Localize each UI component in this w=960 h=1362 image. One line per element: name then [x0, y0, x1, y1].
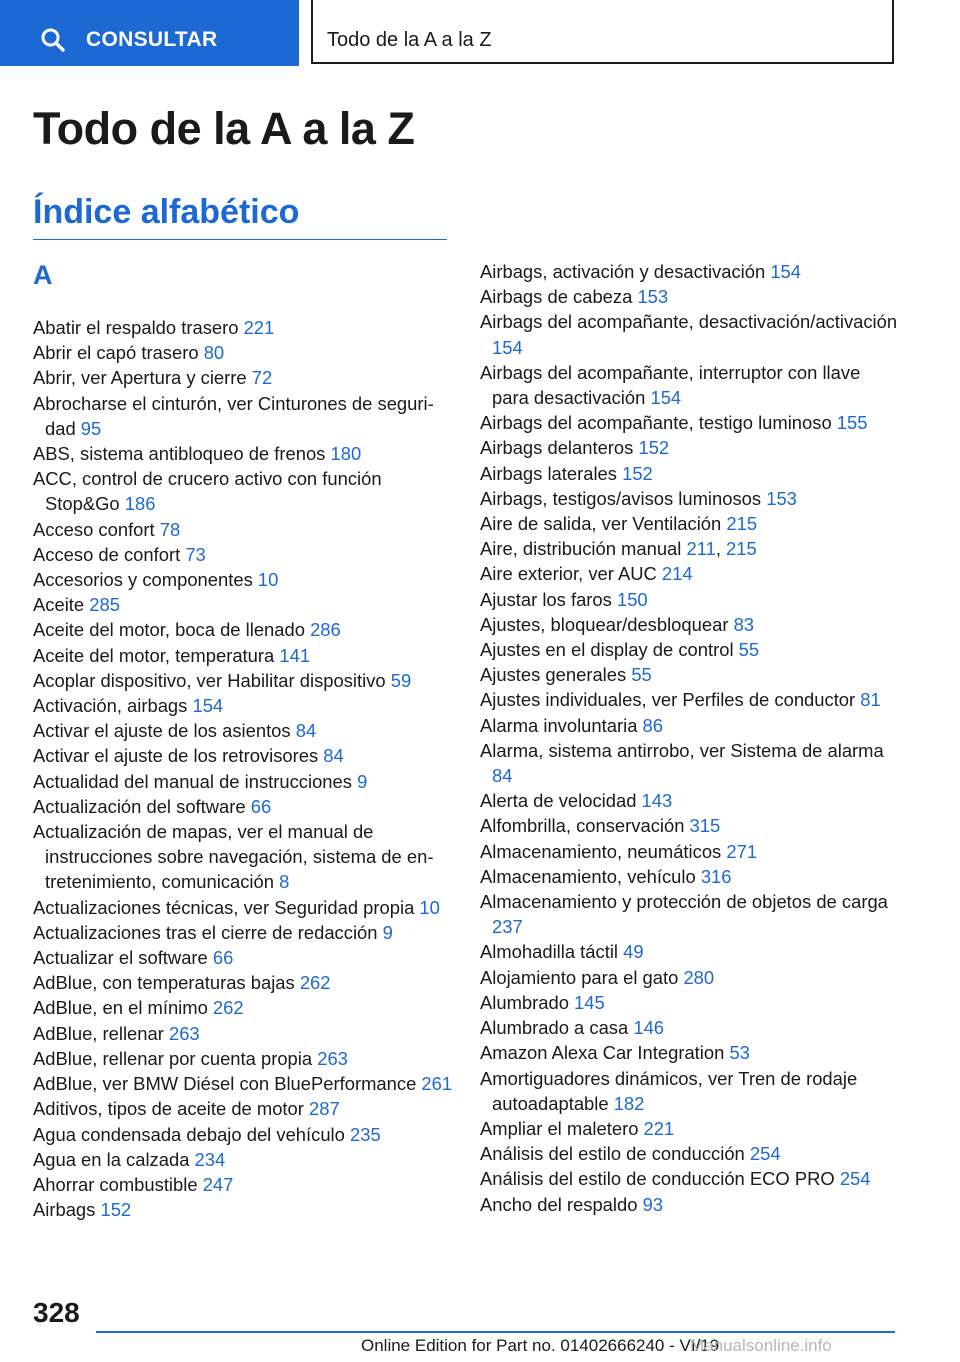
index-entry: [480, 713, 900, 738]
index-entry-text: Agua en la calzada: [33, 1148, 195, 1170]
index-entry: [33, 643, 453, 668]
page-reference-link[interactable]: 66: [250, 795, 272, 817]
page-reference-link[interactable]: 285: [89, 594, 120, 616]
index-entry: [480, 1066, 900, 1116]
index-entry-text: Abrir, ver Apertura y cierre: [33, 367, 252, 389]
search-icon: [40, 27, 66, 53]
page-reference-link[interactable]: 150: [616, 588, 648, 610]
index-entry-text: Alumbrado: [480, 991, 575, 1013]
page-reference-link[interactable]: 263: [317, 1047, 348, 1069]
index-entry: [480, 612, 900, 637]
index-entry: [33, 819, 453, 895]
index-entry-text: AdBlue, con temperaturas bajas: [33, 972, 300, 994]
page-reference-link[interactable]: 214: [661, 563, 693, 585]
index-entry: [33, 617, 453, 642]
page-reference-link[interactable]: 234: [194, 1148, 226, 1170]
page-reference-link[interactable]: 8: [279, 871, 290, 893]
index-entry: [480, 561, 900, 586]
section-divider: [33, 239, 447, 240]
index-entry-text: Análisis del estilo de conducción: [480, 1143, 750, 1165]
page-reference-link[interactable]: 53: [729, 1042, 750, 1064]
index-entry-text: Abatir el respaldo trasero: [33, 317, 244, 338]
page-reference-link[interactable]: 315: [689, 815, 721, 837]
index-entry-text: Abrocharse el cinturón, ver Cinturones de seguridad: [33, 392, 434, 439]
page-reference-link[interactable]: 287: [309, 1098, 340, 1120]
index-entry: [33, 693, 453, 718]
index-entry-text: AdBlue, ver BMW Diésel con BluePerformance: [33, 1073, 422, 1095]
index-entry-text: Ajustes individuales, ver Perfiles de conductor: [480, 689, 861, 711]
index-entry-text: Actualidad del manual de instrucciones: [33, 770, 358, 792]
index-entry: [480, 839, 900, 864]
page-reference-link[interactable]: 221: [643, 1117, 675, 1139]
index-entry-text: Ajustar los faros: [480, 588, 617, 610]
index-entry: [33, 1147, 453, 1172]
index-entry-text: Activación, airbags: [33, 695, 193, 717]
index-entry-text: Almacenamiento, neumáticos: [480, 840, 727, 862]
index-entry: [33, 970, 453, 995]
index-entry-text: AdBlue, rellenar: [33, 1022, 169, 1044]
index-entry-text: Airbags, activación y desactivación: [480, 261, 771, 282]
index-entry-text: Ajustes en el display de control: [480, 639, 739, 661]
index-entry: [480, 1141, 900, 1166]
index-entry-text: Amortiguadores dinámicos, ver Tren de rodaje autoadaptable: [480, 1067, 858, 1114]
index-entry: [480, 1015, 900, 1040]
page-reference-link[interactable]: 154: [192, 695, 224, 717]
index-entry: [480, 410, 900, 435]
index-letter: A: [33, 260, 53, 290]
index-entry-text: Amazon Alexa Car Integration: [480, 1042, 730, 1064]
page-reference-link[interactable]: 9: [382, 921, 393, 943]
breadcrumb[interactable]: [311, 0, 894, 64]
index-entry-text: Aire exterior, ver AUC: [480, 563, 662, 585]
index-entry-text: Ampliar el maletero: [480, 1117, 644, 1139]
page-reference-link[interactable]: 271: [726, 840, 758, 862]
index-entry: [480, 259, 900, 284]
index-entry: [480, 637, 900, 662]
index-entry-text: Actualización del software: [33, 795, 251, 817]
index-entry: [480, 511, 900, 536]
index-entry-text: Alarma, sistema antirrobo, ver Sistema de alarma: [480, 739, 884, 761]
index-entry: [480, 1040, 900, 1065]
page-reference-link[interactable]: 143: [641, 790, 673, 812]
page-reference-link[interactable]: 84: [492, 765, 513, 787]
index-entry-text: Abrir el capó trasero: [33, 342, 204, 364]
index-entry: [480, 687, 900, 712]
index-entry-text: AdBlue, rellenar por cuenta propia: [33, 1047, 318, 1069]
index-entry-text: Ahorrar combustible: [33, 1173, 203, 1195]
page-reference-link[interactable]: 146: [633, 1017, 665, 1039]
section-title: Índice alfabético: [33, 193, 300, 231]
page-reference-link[interactable]: 93: [642, 1193, 664, 1215]
index-entry-text: Actualizaciones tras el cierre de redacción: [33, 921, 383, 943]
index-entry-text: Almohadilla táctil: [480, 941, 624, 963]
index-entry-text: Aire, distribución manual: [480, 538, 687, 560]
page-reference-link[interactable]: 316: [700, 865, 732, 887]
index-entry: [480, 486, 900, 511]
index-column-right: [480, 259, 900, 1217]
page-reference-link[interactable]: 215: [726, 538, 757, 560]
index-entry-text: Acceso de confort: [33, 543, 186, 565]
page-reference-link[interactable]: 83: [733, 613, 755, 635]
index-entry: [480, 1166, 900, 1191]
page-reference-link[interactable]: 261: [421, 1073, 453, 1095]
index-entry-text: Alfombrilla, conservación: [480, 815, 690, 837]
index-entry-text: Accesorios y componentes: [33, 569, 258, 591]
index-entry-text: Aceite: [33, 594, 90, 616]
index-entry: [480, 461, 900, 486]
index-entry-text: Airbags de cabeza: [480, 286, 638, 308]
index-entry-text: Aditivos, tipos de aceite de motor: [33, 1098, 310, 1120]
page-title: Todo de la A a la Z: [33, 103, 415, 154]
page-reference-link[interactable]: 152: [638, 437, 670, 459]
page-reference-link[interactable]: 84: [323, 745, 344, 767]
page-reference-link[interactable]: 186: [124, 493, 156, 515]
index-entry: [480, 309, 900, 359]
page-reference-link[interactable]: 237: [492, 916, 523, 938]
index-entry-text: Alerta de velocidad: [480, 790, 642, 812]
page-reference-link[interactable]: 153: [637, 286, 669, 308]
page-reference-link[interactable]: 73: [185, 543, 206, 565]
page-reference-link[interactable]: 152: [622, 462, 653, 484]
index-entry: [480, 435, 900, 460]
page-reference-link[interactable]: 180: [330, 443, 362, 465]
index-entry-text: Aceite del motor, boca de llenado: [33, 619, 311, 641]
index-entry: [33, 1197, 453, 1222]
index-entry-text: Alarma involuntaria: [480, 714, 643, 736]
index-entry-text: Aire de salida, ver Ventilación: [480, 513, 727, 535]
index-entry: [480, 1192, 900, 1217]
index-entry: [480, 360, 900, 410]
index-entry: [33, 542, 453, 567]
page-reference-link[interactable]: 263: [168, 1022, 200, 1044]
breadcrumb-label: Todo de la A a la Z: [327, 29, 492, 51]
index-entry-text: Activar el ajuste de los retrovisores: [33, 745, 324, 767]
index-entry: Aire, distribución manual 211, 215: [480, 538, 757, 560]
index-entry: [33, 718, 453, 743]
page-reference-link[interactable]: 72: [251, 367, 273, 389]
index-entry: [33, 668, 453, 693]
index-entry-text: Activar el ajuste de los asientos: [33, 720, 296, 742]
page-reference-link[interactable]: 215: [726, 513, 758, 535]
index-entry: [480, 965, 900, 990]
index-entry: [33, 466, 453, 516]
index-entry-text: Ajustes, bloquear/desbloquear: [480, 613, 734, 635]
index-entry: [480, 1116, 900, 1141]
index-entry-text: Airbags del acompañante, desactivación/activación: [480, 311, 898, 333]
page-number: 328: [33, 1297, 80, 1328]
page-reference-link[interactable]: 155: [836, 412, 868, 434]
index-entry: [480, 813, 900, 838]
index-entry: [33, 995, 453, 1020]
index-entry-text: Análisis del estilo de conducción ECO PRO: [480, 1168, 840, 1190]
page-reference-link[interactable]: 86: [642, 714, 663, 736]
index-entry: [33, 895, 453, 920]
page-reference-link[interactable]: 49: [623, 941, 644, 963]
index-entry: [33, 567, 453, 592]
page-reference-link[interactable]: 254: [839, 1168, 871, 1190]
page-reference-link[interactable]: 55: [738, 639, 760, 661]
consult-button[interactable]: [0, 0, 299, 66]
index-entry: [33, 1071, 453, 1096]
index-entry-text: Aceite del motor, temperatura: [33, 644, 280, 666]
page-reference-link[interactable]: 154: [492, 336, 523, 358]
index-entry-text: Agua condensada debajo del vehículo: [33, 1123, 350, 1145]
index-entry: [480, 284, 900, 309]
page-reference-link[interactable]: 66: [212, 947, 234, 969]
index-entry: [480, 990, 900, 1015]
index-entry-text: Airbags: [33, 1199, 101, 1221]
index-entry: [33, 592, 453, 617]
index-entry: [33, 1046, 453, 1071]
index-entry: [33, 365, 453, 390]
index-entry: [33, 1172, 453, 1197]
index-entry: [480, 788, 900, 813]
page-reference-link[interactable]: 9: [357, 770, 368, 792]
page-reference-link[interactable]: 211: [686, 538, 716, 560]
page-reference-link[interactable]: 154: [770, 261, 801, 282]
index-entry-text: Actualización de mapas, ver el manual de instrucciones sobre navegación, sistema de entretenimiento, comunicación: [33, 821, 434, 893]
page-reference-link[interactable]: 152: [100, 1199, 132, 1221]
index-entry: [33, 517, 453, 542]
index-entry-text: Ancho del respaldo: [480, 1193, 643, 1215]
page-reference-link[interactable]: 254: [749, 1143, 781, 1165]
index-entry-text: Airbags del acompañante, interruptor con llave para desactivación: [480, 361, 861, 409]
watermark: Manualsonline.info: [690, 1336, 832, 1355]
index-entry: [33, 340, 453, 365]
index-entry: [480, 662, 900, 687]
index-entry-text: Airbags del acompañante, testigo luminoso: [480, 412, 837, 434]
page-reference-link[interactable]: 95: [80, 417, 102, 439]
page-reference-link[interactable]: 84: [295, 720, 317, 742]
top-bar: [0, 0, 960, 66]
index-entry: [33, 769, 453, 794]
page-reference-link[interactable]: 247: [202, 1173, 234, 1195]
index-entry: [33, 315, 453, 340]
index-entry-text: AdBlue, en el mínimo: [33, 997, 213, 1019]
index-entry-text: Almacenamiento, vehículo: [480, 865, 701, 887]
page-reference-link[interactable]: 280: [683, 966, 715, 988]
index-entry-text: Acceso confort: [33, 518, 160, 540]
page-reference-link[interactable]: 182: [613, 1092, 645, 1114]
index-entry-text: ACC, control de crucero activo con función Stop&Go: [33, 468, 382, 515]
page-reference-link[interactable]: 221: [243, 317, 275, 338]
page-reference-link[interactable]: 262: [212, 997, 244, 1019]
index-entry-text: Actualizaciones técnicas, ver Seguridad propia: [33, 896, 420, 918]
page-reference-link[interactable]: 81: [860, 689, 881, 711]
index-entry: [33, 441, 453, 466]
page-reference-link[interactable]: 154: [650, 387, 682, 409]
page-reference-link[interactable]: 235: [349, 1123, 381, 1145]
index-entry: [480, 864, 900, 889]
index-entry: [33, 945, 453, 970]
page-reference-link[interactable]: 141: [279, 644, 311, 666]
page-reference-link[interactable]: 286: [310, 619, 341, 641]
page-reference-link[interactable]: 10: [419, 896, 440, 918]
index-entry: [33, 1122, 453, 1147]
index-entry: [480, 939, 900, 964]
page-reference-link[interactable]: 145: [574, 991, 605, 1013]
index-entry-text: Almacenamiento y protección de objetos de carga: [480, 891, 888, 913]
index-entry-text: Alumbrado a casa: [480, 1017, 634, 1039]
page-reference-link[interactable]: 59: [390, 669, 412, 691]
page-reference-link[interactable]: 55: [631, 664, 652, 686]
index-entry-text: Airbags laterales: [480, 462, 623, 484]
index-entry: [33, 743, 453, 768]
index-entry: [33, 1096, 453, 1121]
page-reference-link[interactable]: 153: [766, 487, 797, 509]
index-entry: [480, 587, 900, 612]
index-entry-text: Actualizar el software: [33, 947, 213, 969]
index-entry: [33, 794, 453, 819]
index-entry-text: Acoplar dispositivo, ver Habilitar dispositivo: [33, 669, 391, 691]
index-entry: [33, 391, 453, 441]
index-column-left: [33, 315, 453, 1222]
page-reference-link[interactable]: 262: [299, 972, 331, 994]
index-entry: [480, 889, 900, 939]
footer-divider: [96, 1331, 895, 1333]
footer-edition: Online Edition for Part no. 01402666240 - VI/19: [361, 1336, 720, 1355]
index-entry: [480, 738, 900, 788]
index-entry-text: Airbags, testigos/avisos luminosos: [480, 487, 767, 509]
index-entry: [33, 1021, 453, 1046]
page-reference-link[interactable]: 10: [257, 569, 279, 591]
index-entry-text: ABS, sistema antibloqueo de frenos: [33, 443, 331, 465]
index-entry-text: Alojamiento para el gato: [480, 966, 684, 988]
consult-label: CONSULTAR: [86, 28, 218, 51]
index-entry: [33, 920, 453, 945]
page-reference-link[interactable]: 80: [203, 342, 225, 364]
page-reference-link[interactable]: 78: [159, 518, 181, 540]
index-entry-text: Airbags delanteros: [480, 437, 639, 459]
index-entry-text: Ajustes generales: [480, 664, 632, 686]
